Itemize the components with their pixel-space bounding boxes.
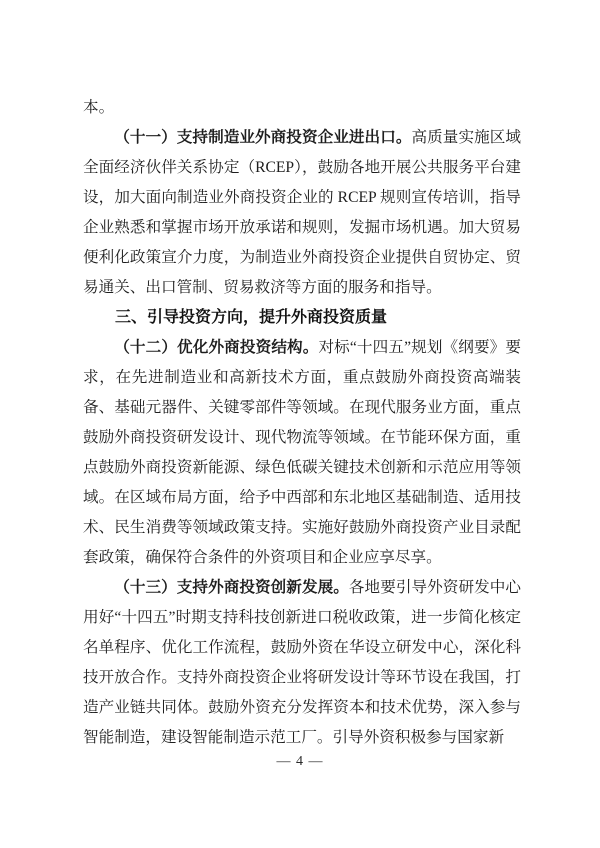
document-body: [83, 93, 521, 753]
page-number: — 4 —: [276, 754, 324, 769]
paragraph-item-12: [83, 333, 521, 573]
paragraph-item-13: [83, 573, 521, 753]
section-3-heading: 三、引导投资方向，提升外商投资质量: [115, 309, 388, 326]
paragraph-item-11: [83, 123, 521, 303]
continuation-text: 本。: [83, 99, 115, 116]
item-12-body: 对标“十四五”规划《纲要》要求，在先进制造业和高新技术方面，重点鼓励外商投资高端装备、基础元器件、关键零部件等领域。在现代服务业方面，重点鼓励外商投资研发设计、现代物流等领域。在节能环保方面，重点鼓励外商投资新能源、绿色低碳关键技术创新和示范应用等领域。在区域布局方面，给予中西部和东北地区基础制造、适用技术、民生消费等领域政策支持。实施好鼓励外商投资产业目录配套政策，确保符合条件的外资项目和企业应享尽享。: [83, 339, 521, 566]
item-13-body: 各地要引导外资研发中心用好“十四五”时期支持科技创新进口税收政策，进一步简化核定名单程序、优化工作流程，鼓励外资在华设立研发中心，深化科技开放合作。支持外商投资企业将研发设计等环节设在我国，打造产业链共同体。鼓励外资充分发挥资本和技术优势，深入参与智能制造，建设智能制造示范工厂。引导外资积极参与国家新: [83, 579, 521, 746]
paragraph-continuation: [83, 93, 521, 123]
item-11-body: 高质量实施区域全面经济伙伴关系协定（RCEP），鼓励各地开展公共服务平台建设，加大面向制造业外商投资企业的 RCEP 规则宣传培训，指导企业熟悉和掌握市场开放承诺和规则，发掘市场机遇。加大贸易便利化政策宣介力度，为制造业外商投资企业提供自贸协定、贸易通关、出口管制、贸易救济等方面的服务和指导。: [83, 129, 521, 296]
item-11-lead: （十一）支持制造业外商投资企业进出口。: [114, 129, 412, 146]
item-13-lead: （十三）支持外商投资创新发展。: [114, 579, 349, 596]
item-12-lead: （十二）优化外商投资结构。: [114, 339, 319, 356]
